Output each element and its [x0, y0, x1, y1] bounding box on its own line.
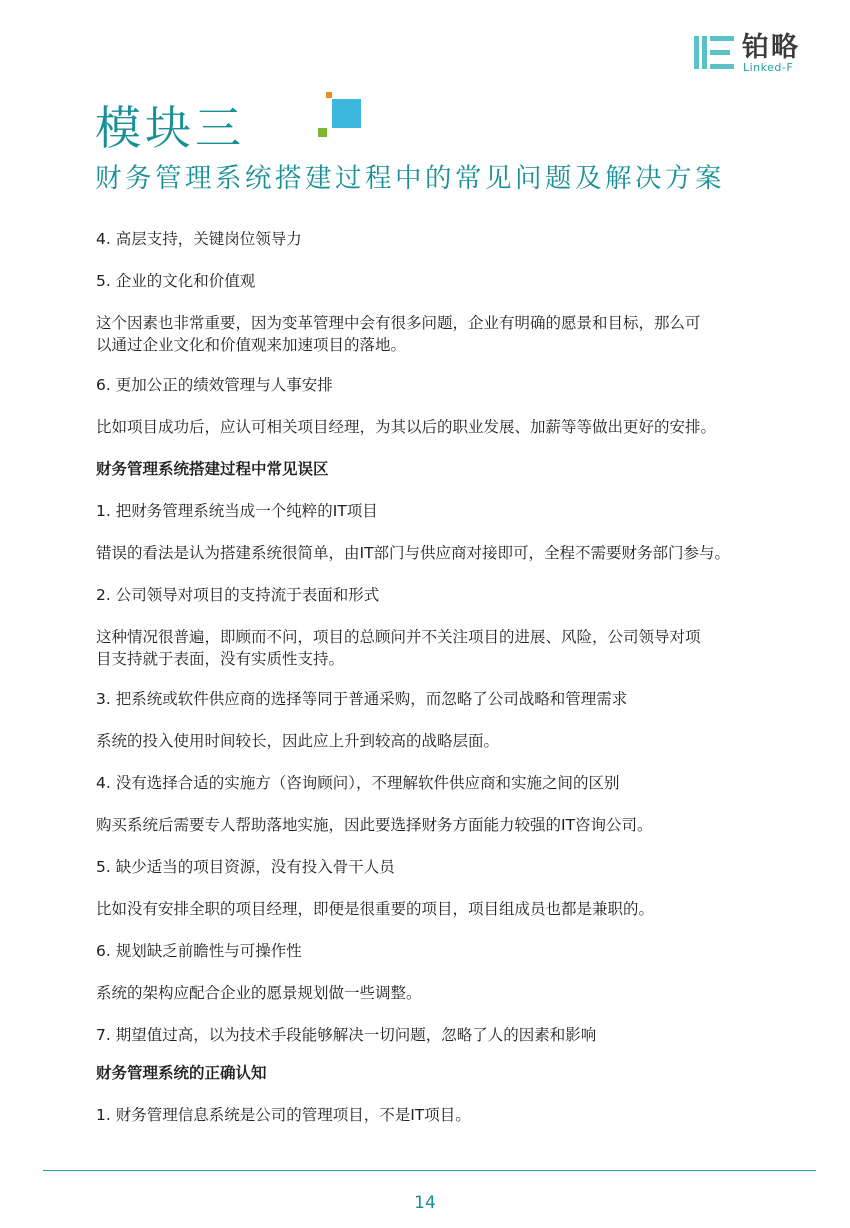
- paragraph-resources: 比如没有安排全职的项目经理，即便是很重要的项目，项目组成员也都是兼职的。: [96, 900, 655, 918]
- paragraph-procurement: 系统的投入使用时间较长，因此应上升到较高的战略层面。: [96, 732, 500, 750]
- brand-name-cn: 铂略: [742, 32, 800, 63]
- page-number: 14: [414, 1193, 436, 1213]
- brand-logo: [693, 33, 813, 73]
- list-item-5-culture: 5. 企业的文化和价值观: [96, 272, 256, 290]
- logo-mark-icon: [693, 33, 737, 71]
- list-item-2-leadership: 2. 公司领导对项目的支持流于表面和形式: [96, 586, 380, 604]
- paragraph-implementer: 购买系统后需要专人帮助落地实施，因此要选择财务方面能力较强的IT咨询公司。: [96, 816, 653, 834]
- list-item-3-procurement: 3. 把系统或软件供应商的选择等同于普通采购，而忽略了公司战略和管理需求: [96, 690, 628, 708]
- footer-divider: [43, 1170, 816, 1171]
- list-item-6-planning: 6. 规划缺乏前瞻性与可操作性: [96, 942, 302, 960]
- paragraph-planning: 系统的架构应配合企业的愿景规划做一些调整。: [96, 984, 422, 1002]
- paragraph-culture: 这个因素也非常重要，因为变革管理中会有很多问题，企业有明确的愿景和目标，那么可 以通过企业文化和价值观来加速项目的落地。: [96, 314, 701, 354]
- list-item-5-resources: 5. 缺少适当的项目资源，没有投入骨干人员: [96, 858, 395, 876]
- section-heading-misconceptions: 财务管理系统搭建过程中常见误区: [96, 460, 329, 478]
- module-title: 模块三: [95, 101, 245, 155]
- list-item-4-implementer: 4. 没有选择合适的实施方（咨询顾问），不理解软件供应商和实施之间的区别: [96, 774, 620, 792]
- document-body: [96, 224, 786, 1126]
- paragraph-performance: 比如项目成功后，应认可相关项目经理，为其以后的职业发展、加薪等等做出更好的安排。: [96, 418, 717, 436]
- brand-name-en: Linked-F: [743, 61, 794, 74]
- list-item-7-expectations: 7. 期望值过高，以为技术手段能够解决一切问题，忽略了人的因素和影响: [96, 1026, 597, 1044]
- page-subtitle: 财务管理系统搭建过程中的常见问题及解决方案: [95, 163, 725, 194]
- list-item-6-performance: 6. 更加公正的绩效管理与人事安排: [96, 376, 333, 394]
- paragraph-leadership: 这种情况很普遍，即顾而不问，项目的总顾问并不关注项目的进展、风险，公司领导对项 目支持就于表面，没有实质性支持。: [96, 628, 701, 668]
- list-item-4-support: 4. 高层支持，关键岗位领导力: [96, 230, 302, 248]
- decorative-squares-icon: [316, 88, 366, 144]
- list-item-1-it-project: 1. 把财务管理系统当成一个纯粹的IT项目: [96, 502, 378, 520]
- paragraph-it-project: 错误的看法是认为搭建系统很简单，由IT部门与供应商对接即可，全程不需要财务部门参与。: [96, 544, 731, 562]
- list-item-1-management-project: 1. 财务管理信息系统是公司的管理项目，不是IT项目。: [96, 1106, 471, 1124]
- section-heading-correct-understanding: 财务管理系统的正确认知: [96, 1064, 267, 1082]
